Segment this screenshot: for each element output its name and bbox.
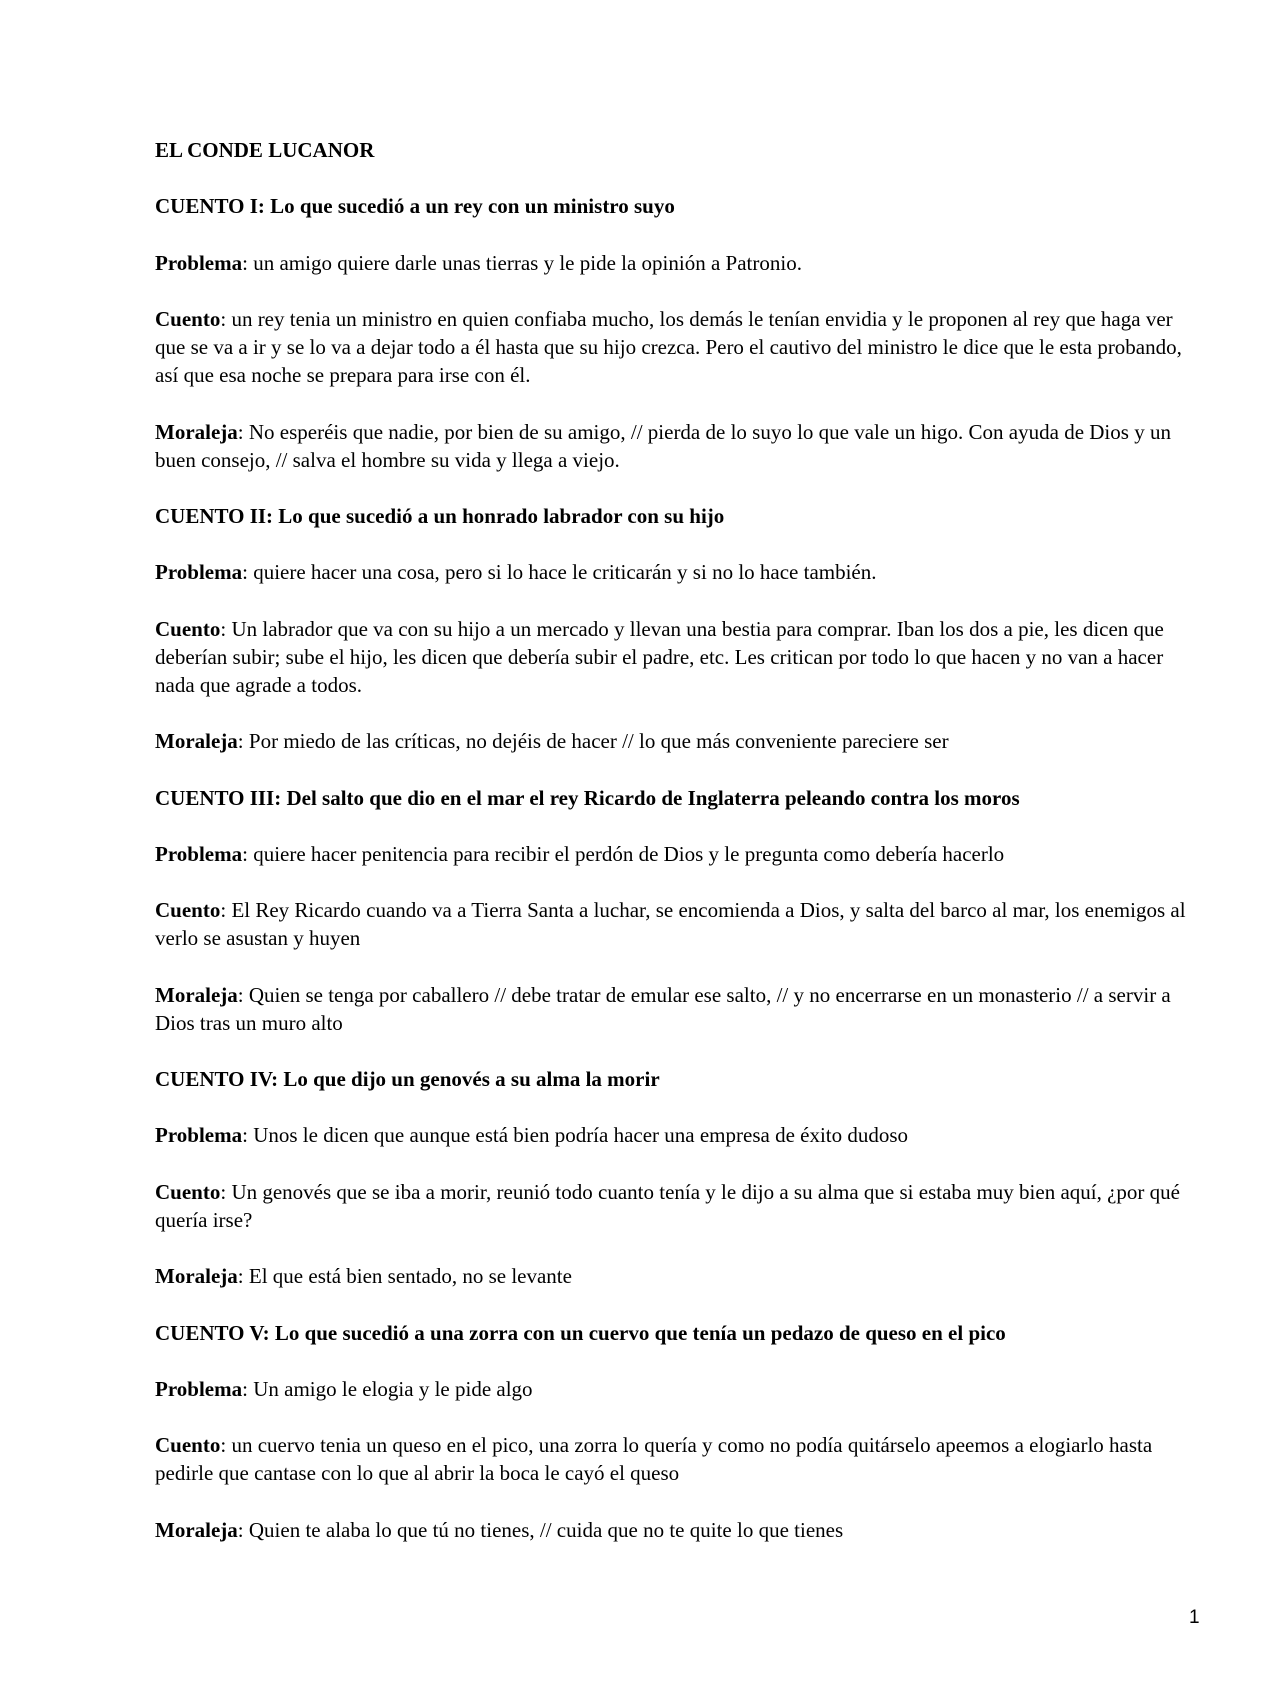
problem-text: Unos le dicen que aunque está bien podría hacer una empresa de éxito dudoso [253, 1123, 909, 1148]
story-paragraph [155, 1431, 1205, 1487]
document-title: EL CONDE LUCANOR [155, 138, 375, 162]
moral-text: Quien te alaba lo que tú no tienes, // cuida que no te quite lo que tienes [248, 1517, 844, 1542]
label-separator: : [242, 250, 254, 275]
problem-text: quiere hacer una cosa, pero si lo hace le criticarán y si no lo hace también. [253, 560, 877, 585]
problem-label: Problema [155, 560, 243, 585]
problem-paragraph [155, 1375, 1205, 1403]
moral-text: Por miedo de las críticas, no dejéis de hacer // lo que más conveniente pareciere ser [248, 729, 949, 754]
label-separator: : [237, 1264, 249, 1289]
problem-paragraph [155, 840, 1205, 868]
label-separator: : [220, 1433, 232, 1458]
moral-paragraph [155, 727, 1205, 755]
story-heading: CUENTO V: Lo que sucedió a una zorra con un cuervo que tenía un pedazo de queso en el pico [155, 1320, 1006, 1345]
moral-paragraph [155, 981, 1205, 1037]
problem-label: Problema [155, 250, 243, 275]
moral-label: Moraleja [155, 1517, 238, 1542]
story-text: un rey tenia un ministro en quien confiaba mucho, los demás le tenían envidia y le proponen al rey que haga ver que se va a ir y se lo va a dejar todo a él hasta que su hijo crezca. Pero el cautivo del ministro le dice que le esta probando, así que esa noche se prepara para irse con él. [155, 307, 1182, 388]
story-paragraph [155, 615, 1205, 699]
label-separator: : [220, 616, 232, 641]
moral-text: El que está bien sentado, no se levante [248, 1264, 572, 1289]
document-page [155, 136, 1205, 1572]
label-separator: : [220, 1179, 232, 1204]
moral-label: Moraleja [155, 419, 238, 444]
story-heading: CUENTO II: Lo que sucedió a un honrado labrador con su hijo [155, 503, 725, 528]
label-separator: : [242, 841, 254, 866]
problem-paragraph [155, 1121, 1205, 1149]
label-separator: : [242, 1377, 254, 1402]
story-heading: CUENTO I: Lo que sucedió a un rey con un ministro suyo [155, 194, 675, 219]
label-separator: : [220, 898, 232, 923]
story-paragraph [155, 896, 1205, 952]
label-separator: : [237, 729, 249, 754]
moral-text: Quien se tenga por caballero // debe tratar de emular ese salto, // y no encerrarse en un monasterio // a servir a Dios tras un muro alto [155, 982, 1171, 1035]
moral-label: Moraleja [155, 982, 238, 1007]
moral-paragraph [155, 1516, 1205, 1544]
story-section [155, 192, 1205, 473]
moral-paragraph [155, 418, 1205, 474]
story-text: Un labrador que va con su hijo a un mercado y llevan una bestia para comprar. Iban los dos a pie, les dicen que deberían subir; sube el hijo, les dicen que debería subir el padre, etc. Les critican por todo lo que hacen y no van a hacer nada que agrade a todos. [155, 616, 1164, 697]
story-section [155, 1319, 1205, 1544]
story-label: Cuento [155, 898, 221, 923]
story-section [155, 784, 1205, 1037]
label-separator: : [242, 1123, 254, 1148]
label-separator: : [237, 419, 249, 444]
problem-label: Problema [155, 1123, 243, 1148]
story-paragraph [155, 1178, 1205, 1234]
moral-label: Moraleja [155, 729, 238, 754]
story-text: un cuervo tenia un queso en el pico, una zorra lo quería y como no podía quitárselo apeemos a elogiarlo hasta pedirle que cantase con lo que al abrir la boca le cayó el queso [155, 1433, 1153, 1486]
moral-text: No esperéis que nadie, por bien de su amigo, // pierda de lo suyo lo que vale un higo. Con ayuda de Dios y un buen consejo, // salva el hombre su vida y llega a viejo. [155, 419, 1171, 472]
moral-paragraph [155, 1262, 1205, 1290]
story-label: Cuento [155, 1179, 221, 1204]
story-heading: CUENTO IV: Lo que dijo un genovés a su alma la morir [155, 1067, 660, 1092]
problem-paragraph [155, 558, 1205, 586]
problem-text: quiere hacer penitencia para recibir el perdón de Dios y le pregunta como debería hacerlo [253, 841, 1005, 866]
story-text: Un genovés que se iba a morir, reunió todo cuanto tenía y le dijo a su alma que si estaba muy bien aquí, ¿por qué quería irse? [155, 1179, 1180, 1232]
label-separator: : [220, 307, 232, 332]
label-separator: : [237, 1517, 249, 1542]
story-label: Cuento [155, 307, 221, 332]
label-separator: : [237, 982, 249, 1007]
story-section [155, 502, 1205, 755]
story-section [155, 1065, 1205, 1290]
story-paragraph [155, 305, 1205, 389]
problem-text: Un amigo le elogia y le pide algo [253, 1377, 533, 1402]
story-label: Cuento [155, 616, 221, 641]
story-text: El Rey Ricardo cuando va a Tierra Santa a luchar, se encomienda a Dios, y salta del barco al mar, los enemigos al verlo se asustan y huyen [155, 898, 1186, 951]
label-separator: : [242, 560, 254, 585]
page-number: 1 [1189, 1607, 1200, 1628]
problem-text: un amigo quiere darle unas tierras y le pide la opinión a Patronio. [253, 250, 802, 275]
story-label: Cuento [155, 1433, 221, 1458]
story-heading: CUENTO III: Del salto que dio en el mar el rey Ricardo de Inglaterra peleando contra los moros [155, 785, 1020, 810]
problem-label: Problema [155, 841, 243, 866]
problem-paragraph [155, 249, 1205, 277]
moral-label: Moraleja [155, 1264, 238, 1289]
problem-label: Problema [155, 1377, 243, 1402]
